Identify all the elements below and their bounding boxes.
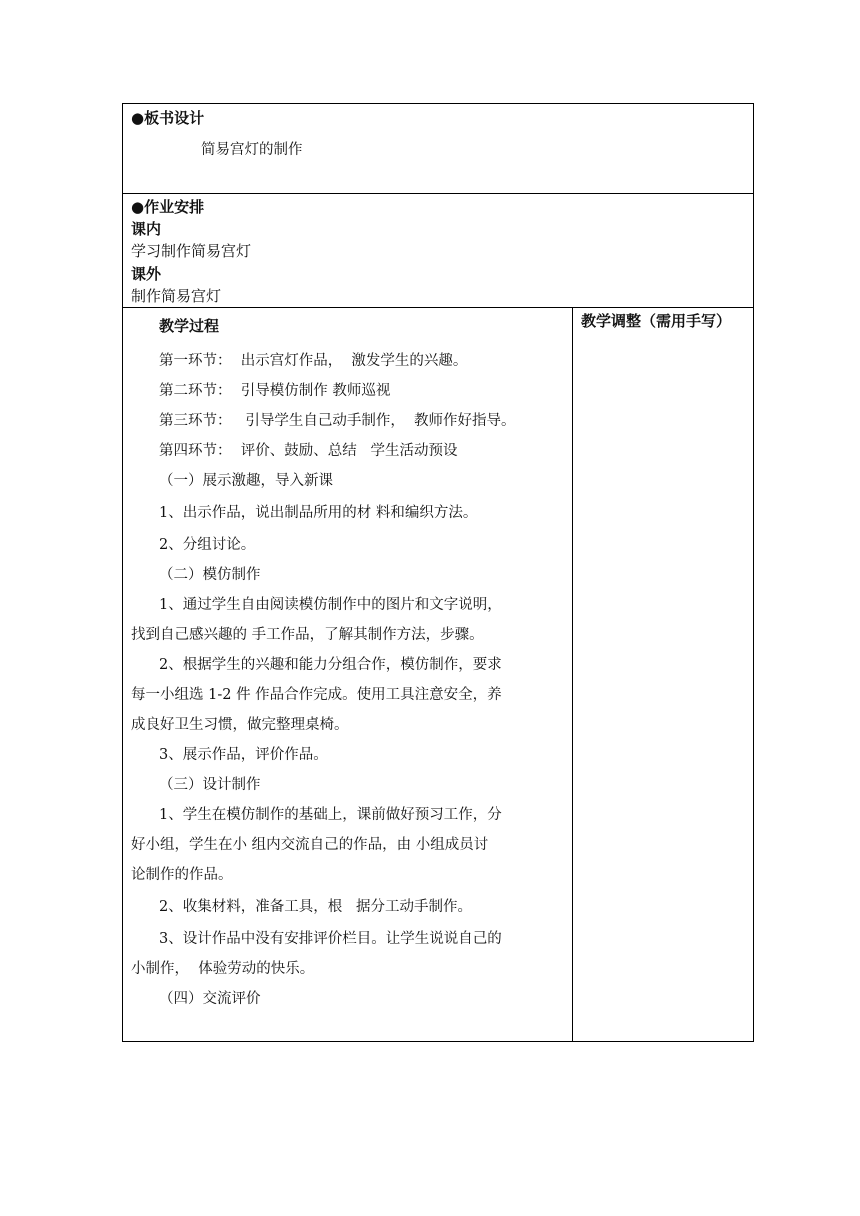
- inclass-label: 课内: [131, 220, 162, 238]
- process-line: 2、分组讨论。: [159, 537, 256, 553]
- board-design-section: [122, 103, 754, 194]
- outclass-text: 制作简易宫灯: [131, 287, 222, 305]
- board-design-content: 简易宫灯的制作: [201, 142, 303, 158]
- process-line: 成良好卫生习惯，做完整理桌椅。: [131, 717, 349, 733]
- process-line: （三）设计制作: [159, 777, 261, 793]
- process-line: （一）展示激趣，导入新课: [159, 473, 333, 489]
- teaching-process-title: 教学过程: [159, 317, 220, 335]
- teaching-adjustment-heading: 教学调整（需用手写）: [581, 312, 732, 330]
- teaching-process-section: [122, 307, 573, 1042]
- homework-section: [122, 193, 754, 308]
- process-line: 2、收集材料，准备工具，根 据分工动手制作。: [159, 899, 473, 915]
- homework-heading: ●作业安排: [131, 198, 205, 216]
- inclass-text: 学习制作简易宫灯: [131, 242, 252, 260]
- process-line: 3、设计作品中没有安排评价栏目。让学生说说自己的: [159, 931, 502, 947]
- process-line: 第四环节： 评价、鼓励、总结 学生活动预设: [159, 443, 458, 459]
- process-line: 每一小组选 1-2 件 作品合作完成。使用工具注意安全，养: [131, 687, 502, 703]
- process-line: 找到自己感兴趣的 手工作品，了解其制作方法，步骤。: [131, 627, 484, 643]
- process-line: 好小组，学生在小 组内交流自己的作品，由 小组成员讨: [131, 837, 489, 853]
- process-line: 小制作， 体验劳动的快乐。: [131, 961, 315, 977]
- board-design-heading: ●板书设计: [131, 109, 205, 127]
- process-line: 1、出示作品，说出制品所用的材 料和编织方法。: [159, 505, 478, 521]
- process-line: （四）交流评价: [159, 991, 261, 1007]
- process-line: （二）模仿制作: [159, 567, 261, 583]
- process-line: 第二环节： 引导模仿制作 教师巡视: [159, 383, 391, 399]
- process-line: 论制作的作品。: [131, 867, 233, 883]
- outclass-label: 课外: [131, 265, 162, 283]
- process-line: 3、展示作品，评价作品。: [159, 747, 328, 763]
- process-line: 1、学生在模仿制作的基础上，课前做好预习工作，分: [159, 807, 502, 823]
- process-line: 2、根据学生的兴趣和能力分组合作，模仿制作，要求: [159, 657, 502, 673]
- process-line: 1、通过学生自由阅读模仿制作中的图片和文字说明，: [159, 597, 502, 613]
- process-line: 第一环节： 出示宫灯作品， 激发学生的兴趣。: [159, 353, 468, 369]
- teaching-adjustment-section: [572, 307, 754, 1042]
- process-line: 第三环节： 引导学生自己动手制作， 教师作好指导。: [159, 413, 516, 429]
